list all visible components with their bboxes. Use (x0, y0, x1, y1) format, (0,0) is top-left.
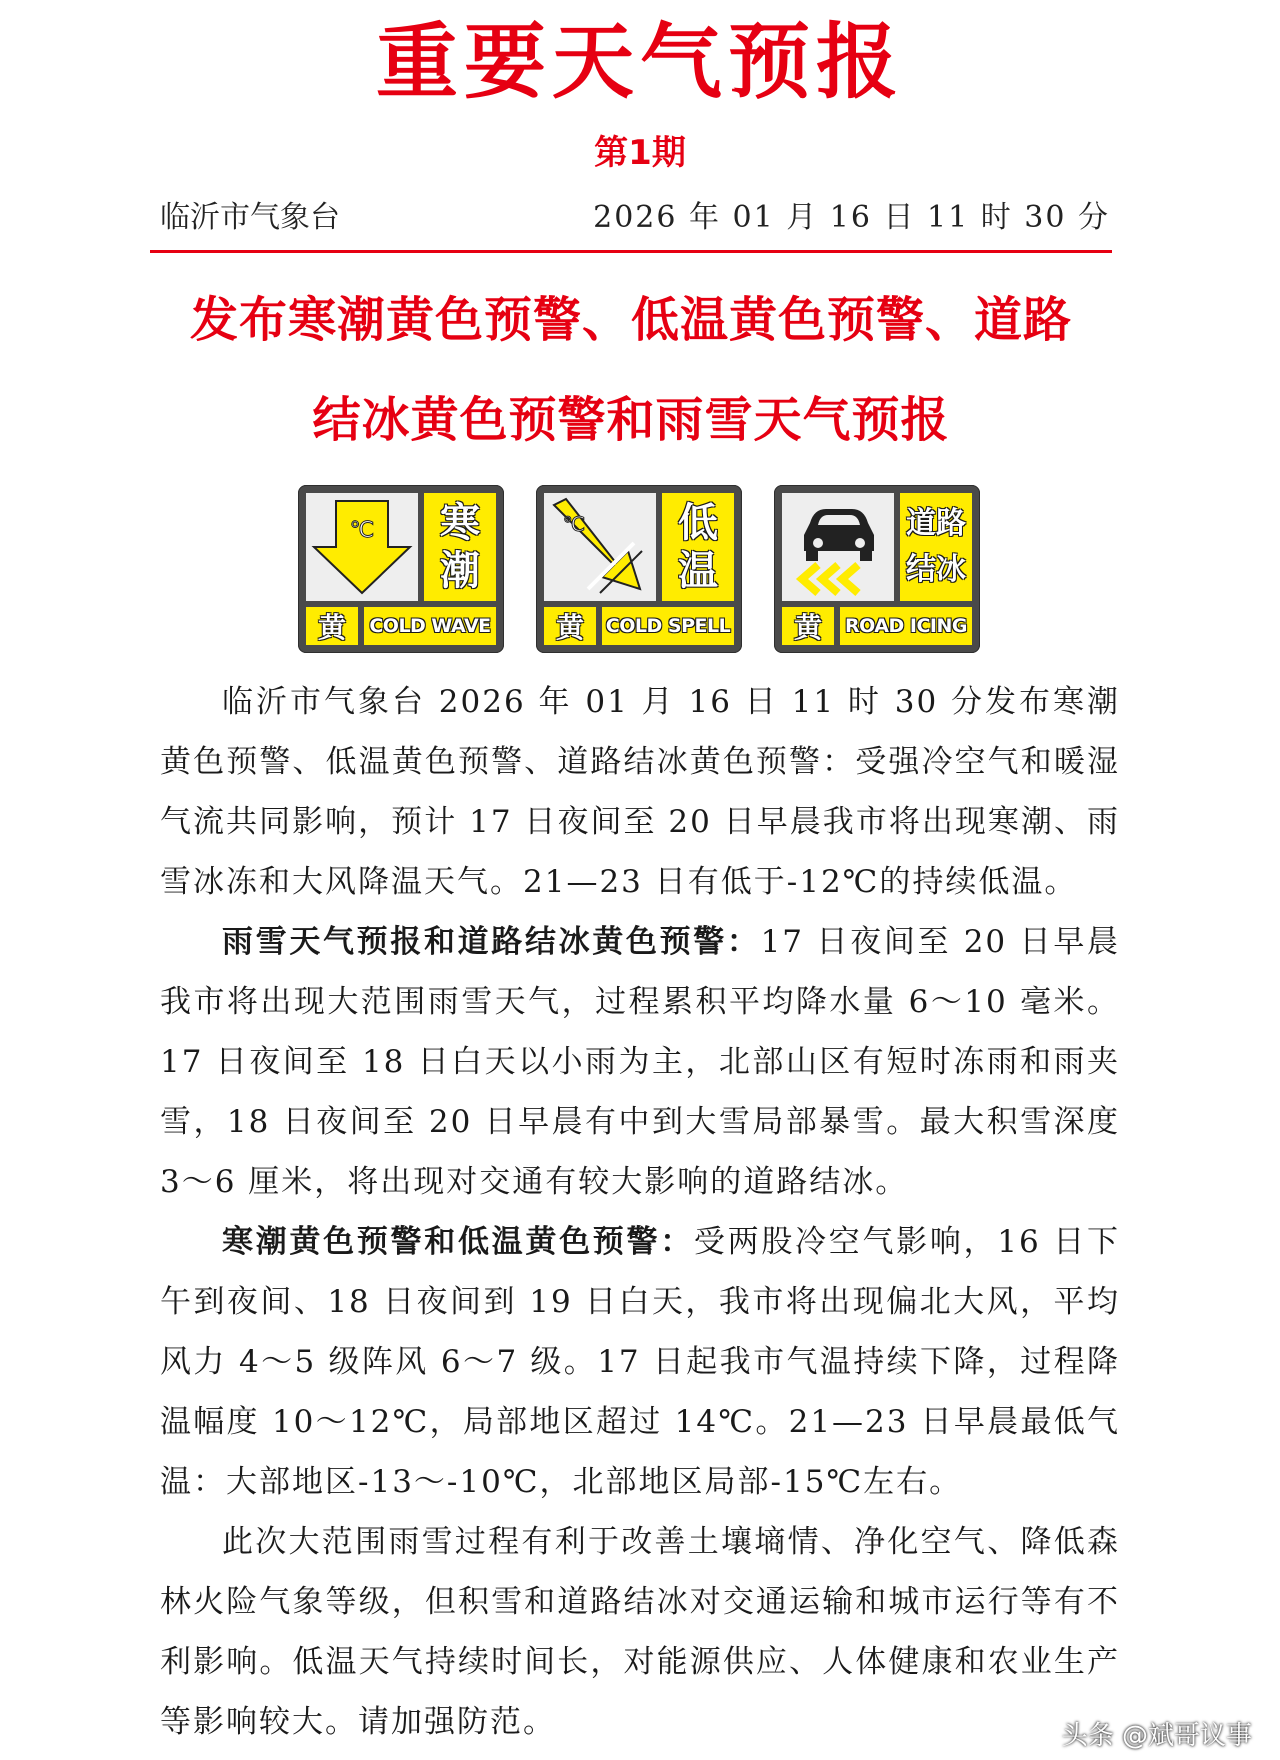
road-icing-car-icon (782, 493, 894, 601)
headline-line-1: 发布寒潮黄色预警、低温黄色预警、道路 (189, 292, 1072, 348)
cold-spell-characters: 低 温 (662, 493, 734, 601)
cold-spell-english: COLD SPELL (602, 607, 734, 645)
issue-number: 第1期 (594, 133, 686, 173)
road-icing-signal (774, 485, 980, 653)
red-divider (150, 250, 1112, 253)
paragraph-rain-snow-lead: 雨雪天气预报和道路结冰黄色预警： (222, 924, 761, 960)
cold-spell-icon (544, 493, 656, 601)
svg-text:℃: ℃ (562, 512, 586, 536)
cold-wave-characters: 寒 潮 (424, 493, 496, 601)
document-title: 重要天气预报 (375, 15, 904, 110)
road-icing-level: 黄 (782, 607, 834, 645)
paragraph-impact: 此次大范围雨雪过程有利于改善土壤墒情、净化空气、降低森林火险气象等级，但积雪和道路结冰对交通运输和城市运行等有不利影响。低温天气持续时间长，对能源供应、人体健康和农业生产等影响较大。请加强防范。 (160, 1524, 1120, 1740)
cold-wave-arrow-icon (306, 493, 418, 601)
cold-spell-level: 黄 (544, 607, 596, 645)
paragraph-cold-wave-lead: 寒潮黄色预警和低温黄色预警： (222, 1224, 694, 1260)
paragraph-summary: 临沂市气象台 2026 年 01 月 16 日 11 时 30 分发布寒潮黄色预警、低温黄色预警、道路结冰黄色预警：受强冷空气和暖湿气流共同影响，预计 17 日夜间至 20 日早晨我市将出现寒潮、雨雪冰冻和大风降温天气。21—23 日有低于-12℃的持续低温。 (160, 684, 1120, 900)
source-watermark: 头条 @斌哥议事 (1061, 1721, 1252, 1751)
cold-spell-signal (536, 485, 742, 653)
warning-signals (0, 485, 1280, 655)
forecast-body (160, 672, 1120, 1752)
paragraph-cold-wave-text: 受两股冷空气影响，16 日下午到夜间、18 日夜间到 19 日白天，我市将出现偏北大风，平均风力 4～5 级阵风 6～7 级。17 日起我市气温持续下降，过程降温幅度 10～12℃，局部地区超过 14℃。21—23 日早晨最低气温：大部地区-13～-10℃，北部地区局部-15℃左右。 (160, 1224, 1120, 1500)
issuing-agency: 临沂市气象台 (160, 200, 340, 235)
headline-line-2: 结冰黄色预警和雨雪天气预报 (312, 392, 950, 448)
paragraph-rain-snow (160, 912, 1120, 1212)
svg-text:℃: ℃ (349, 518, 375, 543)
issuer-row (160, 196, 1110, 240)
paragraph-rain-snow-text: 17 日夜间至 20 日早晨我市将出现大范围雨雪天气，过程累积平均降水量 6～10 毫米。17 日夜间至 18 日白天以小雨为主，北部山区有短时冻雨和雨夹雪，18 日夜间至 20 日早晨有中到大雪局部暴雪。最大积雪深度 3～6 厘米，将出现对交通有较大影响的道路结冰。 (160, 924, 1120, 1200)
road-icing-characters: 道路 结冰 (900, 493, 972, 601)
cold-wave-level: 黄 (306, 607, 358, 645)
cold-wave-english: COLD WAVE (364, 607, 496, 645)
paragraph-cold-wave (160, 1212, 1120, 1512)
cold-wave-signal (298, 485, 504, 653)
road-icing-english: ROAD ICING (840, 607, 972, 645)
issue-datetime: 2026 年 01 月 16 日 11 时 30 分 (593, 200, 1110, 235)
